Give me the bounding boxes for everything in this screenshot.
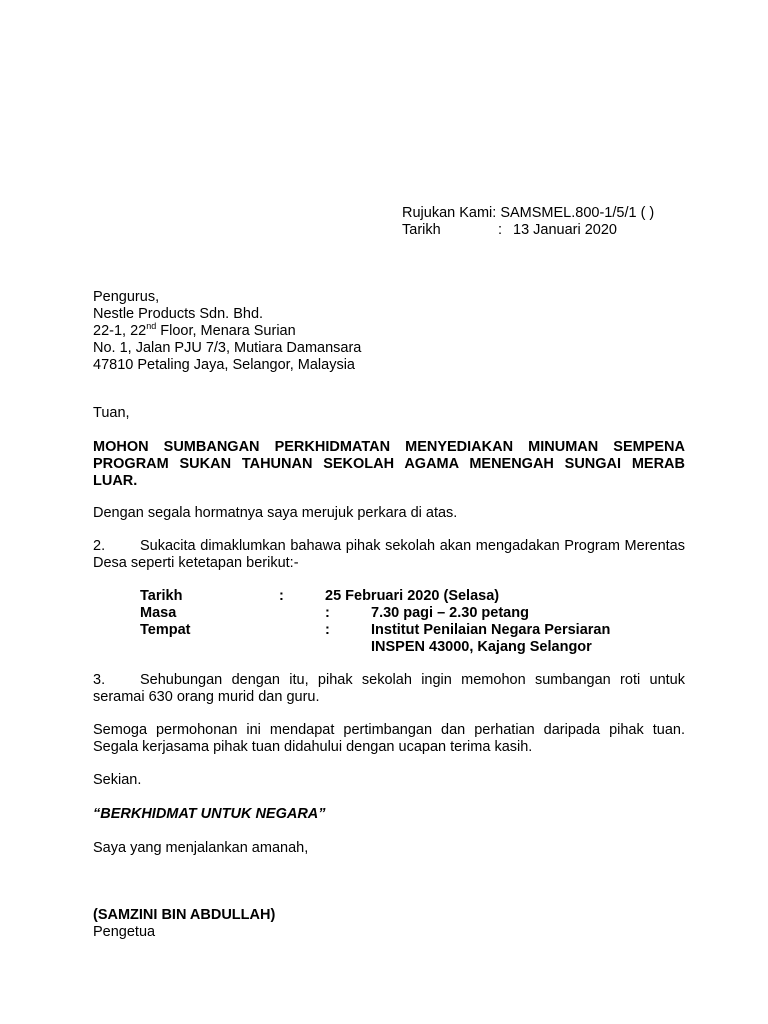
signatory-name: (SAMZINI BIN ABDULLAH): [93, 907, 276, 923]
paragraph-text: Sukacita dimaklumkan bahawa pihak sekolah akan mengadakan Program Merentas Desa seperti ketetapan berikut:-: [93, 538, 685, 571]
detail-label: Tempat: [140, 622, 191, 638]
subject-heading: MOHON SUMBANGAN PERKHIDMATAN MENYEDIAKAN MINUMAN SEMPENA PROGRAM SUKAN TAHUNAN SEKOLAH AGAMA MENENGAH SUNGAI MERAB LUAR.: [93, 439, 685, 489]
paragraph-number: 3.: [93, 672, 106, 688]
signatory-title: Pengetua: [93, 924, 156, 940]
detail-label: Masa: [140, 605, 177, 621]
detail-value: 7.30 pagi – 2.30 petang: [371, 605, 529, 621]
reference-number: SAMSMEL.800-1/5/1 ( ): [500, 205, 655, 221]
trust-line: Saya yang menjalankan amanah,: [93, 840, 309, 856]
detail-value: INSPEN 43000, Kajang Selangor: [371, 639, 592, 655]
detail-colon: :: [325, 605, 330, 621]
detail-label: Tarikh: [140, 588, 183, 604]
recipient-line: 22-1, 22nd Floor, Menara Surian: [93, 321, 296, 339]
recipient-address: [93, 289, 361, 374]
recipient-line: 47810 Petaling Jaya, Selangor, Malaysia: [93, 357, 355, 373]
detail-value: Institut Penilaian Negara Persiaran: [371, 622, 611, 638]
recipient-line: Pengurus,: [93, 289, 160, 305]
date-value: 13 Januari 2020: [513, 222, 617, 238]
paragraph-number: 2.: [93, 538, 106, 554]
detail-colon: :: [325, 622, 330, 638]
detail-value: 25 Februari 2020 (Selasa): [325, 588, 500, 604]
salutation: Tuan,: [93, 405, 130, 421]
paragraph-4: Semoga permohonan ini mendapat pertimbangan dan perhatian daripada pihak tuan. Segala kerjasama pihak tuan didahului dengan ucapan terima kasih.: [93, 722, 685, 755]
date-label: Tarikh: [402, 222, 441, 238]
detail-colon: :: [279, 588, 284, 604]
closing: Sekian.: [93, 772, 142, 788]
paragraph-intro: Dengan segala hormatnya saya merujuk perkara di atas.: [93, 505, 458, 521]
paragraph-text: Sehubungan dengan itu, pihak sekolah ingin memohon sumbangan roti untuk seramai 630 orang murid dan guru.: [93, 672, 685, 705]
recipient-line: No. 1, Jalan PJU 7/3, Mutiara Damansara: [93, 340, 362, 356]
reference-label: Rujukan Kami: [402, 205, 493, 221]
recipient-line: Nestle Products Sdn. Bhd.: [93, 306, 264, 322]
date-line: Tarikh : 13 Januari 2020: [402, 222, 617, 238]
reference-line: Rujukan Kami: SAMSMEL.800-1/5/1 ( ): [402, 205, 655, 221]
motto: “BERKHIDMAT UNTUK NEGARA”: [93, 806, 326, 822]
paragraph-2: [93, 538, 685, 572]
paragraph-3: [93, 672, 685, 706]
